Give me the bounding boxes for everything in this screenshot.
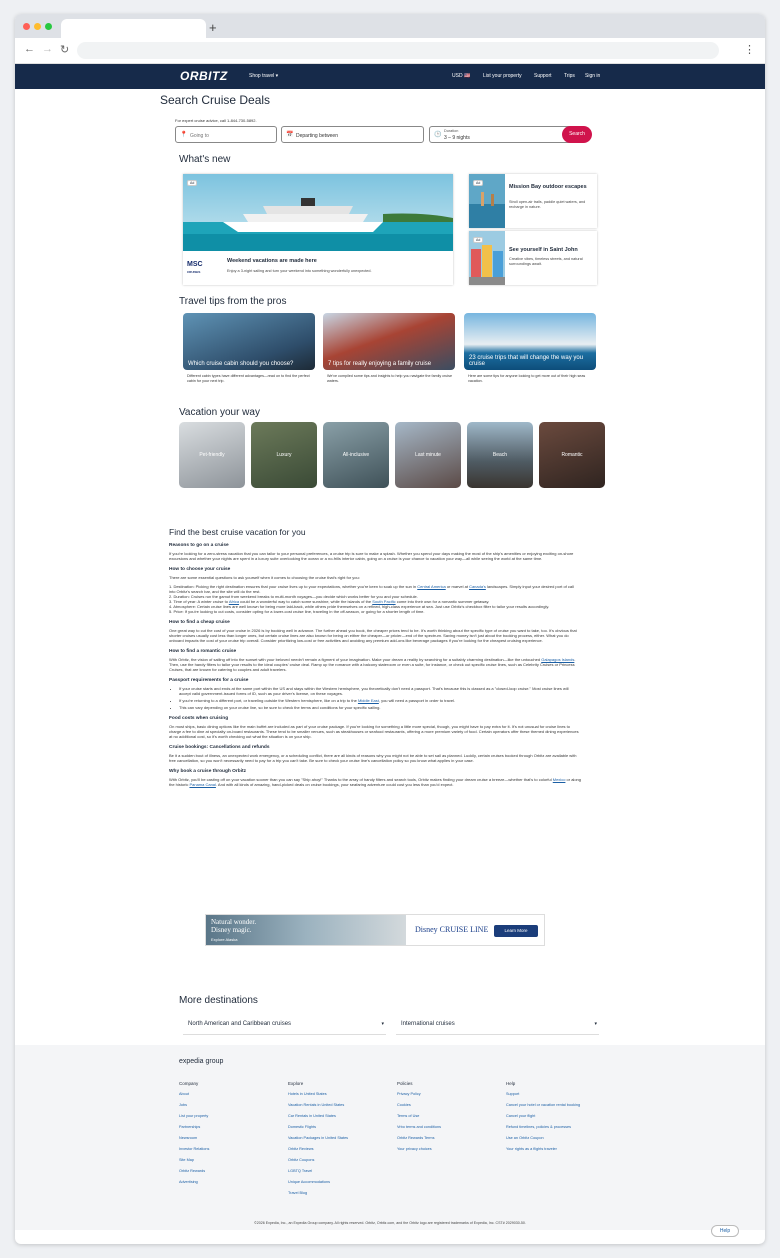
footer-column-heading: Policies	[397, 1081, 413, 1086]
help-label: Help	[719, 1228, 731, 1234]
footer-column-policies	[397, 1081, 507, 1158]
panama-canal-link[interactable]: Panama Canal	[189, 782, 216, 787]
tip-title: 7 tips for really enjoying a family cruise	[328, 361, 432, 367]
mexico-link[interactable]: Mexico	[552, 777, 566, 782]
back-icon[interactable]: ←	[24, 43, 35, 55]
north-american-dropdown[interactable]	[183, 1015, 386, 1035]
vacation-label: Romantic	[561, 452, 583, 458]
footer-link[interactable]: Cookies	[397, 1103, 411, 1107]
footer-link[interactable]: Cancel your hotel or vacation rental booking	[506, 1103, 581, 1107]
tip-title: Which cruise cabin should you choose?	[188, 361, 294, 367]
section-text: Be it a sudden bout of illness, an unexpected work emergency, or a scheduling conflict, there are all kinds of reasons why you might not be able to set sail as planned. Luckily, certain cruises booked through Orbitz are available with free cancellation, so you won't necessarily need to pay for a trip you can't take. Be sure to check your cruise line's cancellation policy so you know what applies in your case.	[169, 753, 577, 763]
vacation-all-inclusive[interactable]	[323, 422, 389, 488]
ad-badge: Ad	[473, 180, 483, 186]
tip-description: We've compiled some tips and insights to help you navigate the family cruise waters.	[327, 374, 453, 383]
vacation-label: Beach	[492, 452, 508, 458]
whats-new-heading: What's new	[179, 154, 231, 165]
footer-link[interactable]: Support	[506, 1092, 520, 1096]
vacation-luxury[interactable]	[251, 422, 317, 488]
footer-link[interactable]: Your privacy choices	[397, 1147, 432, 1151]
ad-title: See yourself in Saint John	[509, 247, 578, 253]
galapagos-link[interactable]: Galapagos Islands	[541, 657, 575, 662]
footer-link[interactable]: Jobs	[179, 1103, 188, 1107]
saint-john-ad-card[interactable]	[469, 231, 597, 285]
tip-description: Here are some tips for anyone looking to get more out of their high seas vacation.	[468, 374, 586, 383]
section-heading: How to find a cheap cruise	[169, 620, 230, 625]
footer-link[interactable]: Terms of Use	[397, 1114, 420, 1118]
list-item	[179, 698, 581, 703]
browser-tab[interactable]	[61, 19, 206, 38]
footer-link[interactable]: Unique Accommodations	[288, 1180, 330, 1184]
text: . And with all kinds of amazing, hand-picked deals on cruise bookings, your seafaring adventure could cost you less than you'd expect.	[215, 782, 454, 787]
chevron-down-icon: ▾	[381, 1021, 384, 1027]
footer-link[interactable]: Vacation Rentals in United States	[288, 1103, 345, 1107]
vacation-label: Luxury	[276, 452, 292, 458]
list-item: 5. Price: If you're looking to cut costs, consider opting for a lower-cost cruise line, traveling in the off-season, or going for a shorter length of time.	[169, 609, 425, 614]
vacation-last-minute[interactable]	[395, 422, 461, 488]
going-to-field[interactable]	[175, 126, 277, 143]
msc-logo	[187, 261, 223, 275]
orbitz-logo[interactable]: ORBITZ	[180, 69, 228, 83]
text: With Orbitz, the vision of sailing off into the sunset with your beloved needn't remain a figment of your imagination. Make your dream a reality by searching for a suitably charming destination—like the untouched	[169, 657, 542, 662]
cruise-advice-text: For expert cruise advice, call 1-844-730-5892.	[175, 118, 257, 123]
list-item: 2. Duration: Cruises run the gamut from weekend breaks to multi-month voyages—you decide which works better for you and your schedule.	[169, 594, 418, 599]
footer-link[interactable]: Vacation Packages in United States	[288, 1136, 349, 1140]
copyright-text: ©2026 Expedia, Inc., an Expedia Group company. All rights reserved. Orbitz, Orbitz.com, and the Orbitz logo are registered trademarks of Expedia, Inc. CST# 2029030-50.	[254, 1221, 526, 1225]
calendar-icon: 📅	[286, 132, 294, 138]
footer-link[interactable]: List your property	[179, 1114, 209, 1118]
text: With Orbitz, you'll be casting off on your vacation sooner than you can say "Ship ahoy!" Thanks to the array of handy filters and search tools, Orbitz makes finding your dream cruise a breeze—whether that's to colorful	[169, 777, 553, 782]
vacation-heading: Vacation your way	[179, 407, 260, 418]
banner-line1: Natural wonder.	[211, 918, 257, 926]
list-item: 4. Atmosphere: Certain cruise lines are well known for being more laid-back, while others pride themselves on a refined, high-class experience at sea. Just use Orbitz's checkbox filter to tailor your results accordingly.	[169, 604, 550, 609]
msc-logo-text: MSC	[187, 261, 203, 268]
footer-link[interactable]: Orbitz Rewards Terms	[397, 1136, 435, 1140]
canada-link[interactable]: Canada's	[469, 584, 486, 589]
close-window-button[interactable]	[23, 23, 30, 30]
ad-badge: Ad	[473, 237, 483, 243]
maximize-window-button[interactable]	[45, 23, 52, 30]
banner-headline	[211, 918, 256, 934]
footer-link[interactable]: Your rights as a flights traveler	[506, 1147, 557, 1151]
list-item	[169, 584, 581, 594]
footer-column-help	[506, 1081, 616, 1158]
footer-link[interactable]: Newsroom	[179, 1136, 198, 1140]
section-heading: Food costs when cruising	[169, 716, 229, 721]
text: could be a wonderful way to catch some sunshine, while the islands of the	[239, 599, 373, 604]
vacation-label: Last minute	[415, 452, 441, 458]
section-text: On most ships, basic dining options like the main buffet are included as part of your cruise package. If you're looking for something a little more special, though, you might have to pay extra for it. It's not unusual for cruise lines to charge a fee to dine at specialty on-board restaurants. These tend to be smaller venues, such as steakhouses or seafood restaurants, offering a more premium variety of food. Certain operators offer these themed dining experiences at no additional cost, so it's worth checking out what the situation is on your ship.	[169, 724, 579, 739]
article-title: Find the best cruise vacation for you	[169, 527, 306, 537]
vacation-beach[interactable]	[467, 422, 533, 488]
vacation-romantic[interactable]	[539, 422, 605, 488]
text: . Then, use the handy filters to tailor your results to the ideal couples' cruise deal. Ramp up the romance with a balcony stateroom or even a suite, for instance, or check out specific cruise lines, such as Celebrity Cruises or Princess Cruises, that are known for catering to couples and adult travelers.	[169, 657, 576, 672]
footer-link[interactable]: Hotels in United States	[288, 1092, 327, 1096]
disney-cruise-logo: Disney CRUISE LINE	[415, 925, 489, 934]
list-item: • This can vary depending on your cruise line, so be sure to check the terms and conditions for your specific sailing.	[179, 705, 581, 710]
help-button[interactable]	[711, 1225, 739, 1237]
site-header	[15, 64, 765, 89]
ad-badge: Ad	[187, 180, 197, 186]
new-tab-button[interactable]: +	[209, 20, 217, 35]
list-item: • If your cruise starts and ends at the same port within the US and stays within the Western hemisphere, you theoretically don't need a passport. That's because this is classed as a "closed-loop cruise." Most cruise lines will accept valid government-issued forms of ID, such as your driver's license, on these voyages.	[179, 686, 581, 696]
footer-link[interactable]: Car Rentals in United States	[288, 1114, 336, 1118]
footer-link[interactable]: Orbitz Reviews	[288, 1147, 314, 1151]
vacation-label: Pet-friendly	[199, 452, 225, 458]
msc-logo-subtext: CRUISES	[187, 270, 201, 274]
text: or marvel at	[445, 584, 470, 589]
section-text: If you're looking for a zero-stress vacation that you can tailor to your personal preferences, a cruise trip is sure to make a splash. Whether you spend your days making the most of the ship's amenities or enjoying exciting on-shore excursions and whether your nights are spent in a luxury suite overlooking the ocean or a no-frills interior cabin, going on a cruise is your chance to vacation your way—all while seeing the world at the same time.	[169, 551, 574, 561]
list-property-link[interactable]: List your property	[483, 73, 522, 79]
section-heading: Why book a cruise through Orbitz	[169, 769, 247, 774]
dropdown-label: International cruises	[401, 1021, 455, 1027]
duration-label: Duration	[444, 129, 459, 133]
footer-link[interactable]: Privacy Policy	[397, 1092, 421, 1096]
ad-description: Stroll open-air trails, paddle quiet waters, and recharge in nature.	[509, 200, 586, 209]
ad-title: Weekend vacations are made here	[227, 258, 317, 264]
window-controls	[23, 23, 52, 30]
section-heading: Cruise bookings: Cancellations and refunds	[169, 745, 270, 750]
ad-description: Enjoy a 3-night sailing and turn your weekend into something wonderfully unexpected.	[227, 269, 372, 273]
going-to-placeholder: Going to	[190, 133, 209, 139]
text: come into their own for a romantic summer getaway.	[395, 599, 490, 604]
central-america-link[interactable]: Central America	[417, 584, 446, 589]
footer-link[interactable]: Partnerships	[179, 1125, 201, 1129]
travel-tips-heading: Travel tips from the pros	[179, 296, 287, 307]
footer-column-heading: Explore	[288, 1081, 304, 1086]
url-input[interactable]	[77, 42, 719, 59]
middle-east-link[interactable]: Middle East	[357, 698, 379, 703]
footer-link[interactable]: Orbitz Rewards	[179, 1169, 206, 1173]
mission-bay-ad-card[interactable]	[469, 174, 597, 228]
currency-selector[interactable]: USD 🇺🇸	[452, 73, 471, 79]
text: landscapes. Simply input your desired port of call into Orbitz's search bar, and the site will do the rest.	[169, 584, 574, 594]
international-dropdown[interactable]	[396, 1015, 599, 1035]
section-text: There are some essential questions to ask yourself when it comes to choosing the cruise that's right for you:	[169, 575, 360, 580]
section-heading: Passport requirements for a cruise	[169, 678, 249, 683]
seo-article	[169, 527, 581, 787]
tip-card-cabin[interactable]	[183, 313, 315, 370]
more-destinations-heading: More destinations	[179, 995, 258, 1006]
footer-column-company	[179, 1081, 289, 1191]
learn-more-button[interactable]: Learn More	[494, 925, 538, 937]
footer-column-heading: Help	[506, 1081, 516, 1086]
shop-travel-menu[interactable]: Shop travel ▾	[249, 73, 279, 79]
footer-link[interactable]: Vrbo terms and conditions	[397, 1125, 441, 1129]
forward-icon[interactable]: →	[42, 43, 53, 55]
page-title: Search Cruise Deals	[160, 93, 271, 107]
south-pacific-link[interactable]: South Pacific	[372, 599, 396, 604]
location-pin-icon: 📍	[180, 132, 188, 138]
cruise-ship-image	[183, 174, 453, 251]
duration-field[interactable]	[429, 126, 573, 143]
ad-title: Mission Bay outdoor escapes	[509, 184, 587, 190]
tip-title: 23 cruise trips that will change the way you cruise	[469, 355, 584, 367]
section-heading: Reasons to go on a cruise	[169, 543, 229, 548]
footer-link[interactable]: Travel Blog	[288, 1191, 308, 1195]
msc-ad-card[interactable]	[183, 174, 453, 285]
text: 1. Destination: Picking the right destination ensures that your cruise lives up to your expectations, whether you're keen to soak up the sun in	[169, 584, 418, 589]
footer-link[interactable]: Cancel your flight	[506, 1114, 536, 1118]
chevron-down-icon: ▾	[594, 1021, 597, 1027]
vacation-pet-friendly[interactable]	[179, 422, 245, 488]
footer-link[interactable]: LGBTQ Travel	[288, 1169, 313, 1173]
vacation-label: All-inclusive	[342, 452, 370, 458]
banner-explore-text: Explore Alaska	[211, 937, 238, 942]
text: , you will need a passport in order to travel.	[378, 698, 456, 703]
text: or along the historic	[169, 777, 581, 787]
expedia-group-logo[interactable]: expedia group	[179, 1058, 224, 1065]
footer-link[interactable]: Site Map	[179, 1158, 194, 1162]
footer-link[interactable]: Advertising	[179, 1180, 198, 1184]
section-heading: How to choose your cruise	[169, 567, 231, 572]
search-button[interactable]: Search	[562, 126, 592, 143]
departing-field[interactable]	[281, 126, 424, 143]
sign-in-link[interactable]: Sign in	[585, 73, 601, 79]
passport-list	[169, 686, 581, 710]
africa-link[interactable]: Africa	[228, 599, 240, 604]
footer-link[interactable]: Orbitz Coupons	[288, 1158, 315, 1162]
text: If you're returning to a different port, or traveling outside the Western hemisphere, like on a trip to the	[179, 698, 358, 703]
section-heading: How to find a romantic cruise	[169, 649, 237, 654]
section-text: One great way to cut the cost of your cruise in 2026 is by booking well in advance. The further ahead you book, the cheaper prices tend to be. It's worth thinking about the specific type of cruise you want to take, too. It's obvious that shorter cruises usually cost less than longer ones, but certain cruise lines are also known for being on either the cheaper—or pricier—end of the spectrum. Saving money isn't just about the booking process, either. What you do onboard impacts the cost of your cruise trip overall. Consider prioritizing low-cost or free activities and avoiding any premium add-ons like beverage packages if you're looking for the cheapest cruising experience.	[169, 628, 577, 643]
trips-link[interactable]: Trips	[564, 73, 575, 79]
reload-icon[interactable]: ↻	[60, 44, 70, 56]
footer-link[interactable]: Refund timelines, policies & processes	[506, 1125, 571, 1129]
text: 3. Time of year: A winter cruise to	[169, 599, 229, 604]
address-bar-row	[15, 38, 765, 64]
section-text	[169, 777, 581, 787]
duration-value: 3 – 9 nights	[444, 135, 470, 141]
footer-column-heading: Company	[179, 1081, 199, 1086]
tip-card-family[interactable]	[323, 313, 455, 370]
banner-line2: Disney magic.	[211, 926, 252, 934]
minimize-window-button[interactable]	[34, 23, 41, 30]
footer-link[interactable]: Investor Relations	[179, 1147, 210, 1151]
ad-description: Creative vibes, timeless streets, and natural surroundings await.	[509, 257, 583, 266]
support-link[interactable]: Support	[534, 73, 552, 79]
section-text	[169, 657, 581, 672]
tip-card-trips[interactable]	[464, 313, 596, 370]
footer-link[interactable]: Use an Orbitz Coupon	[506, 1136, 544, 1140]
footer-link[interactable]: Domestic Flights	[288, 1125, 317, 1129]
disney-cruise-banner[interactable]	[205, 914, 545, 946]
footer-link[interactable]: About	[179, 1092, 189, 1096]
footer-column-explore	[288, 1081, 398, 1202]
tab-bar	[15, 14, 765, 38]
departing-label: Departing between	[296, 133, 338, 139]
dropdown-label: North American and Caribbean cruises	[188, 1021, 292, 1027]
browser-menu-icon[interactable]: ⋮	[744, 44, 755, 56]
clock-icon: 🕒	[434, 132, 442, 138]
tip-description: Different cabin types have different advantages—read on to find the perfect cabin for your next trip.	[187, 374, 310, 383]
